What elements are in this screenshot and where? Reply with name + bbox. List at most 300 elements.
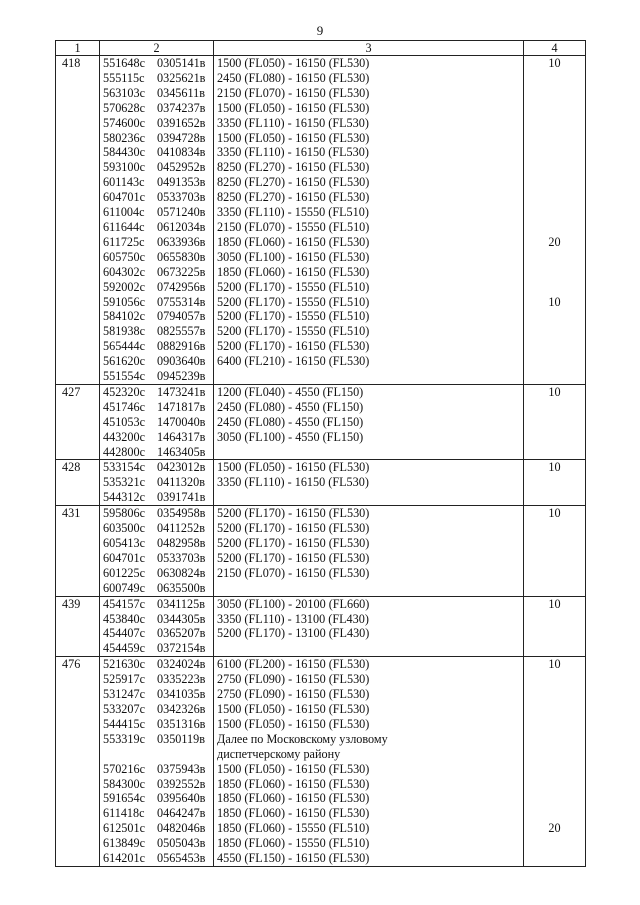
coordinates-cell [100, 354, 214, 369]
altitude-cell [214, 536, 524, 551]
value-cell [524, 626, 586, 641]
coordinates-cell [100, 116, 214, 131]
value-cell [524, 536, 586, 551]
coordinates-cell [100, 445, 214, 460]
altitude-text: Далее по Московскому узловому [217, 731, 388, 746]
altitude-cell [214, 265, 524, 280]
table-header [56, 41, 586, 56]
coordinates-cell [100, 851, 214, 866]
coordinates-cell [100, 806, 214, 821]
value-cell [524, 280, 586, 295]
table-row [56, 309, 586, 324]
table-row [56, 551, 586, 566]
altitude-cell [214, 430, 524, 445]
altitude-text: 1850 (FL060) - 15550 (FL510) [217, 821, 370, 836]
latitude-code: 611644с [103, 219, 145, 234]
altitude-cell [214, 717, 524, 732]
latitude-code: 561620с [103, 354, 145, 369]
coordinates-cell [100, 536, 214, 551]
longitude-code: 0903640в [157, 354, 206, 369]
section-number-cell: 439 [56, 596, 100, 611]
longitude-code: 1473241в [157, 384, 206, 399]
table-row [56, 190, 586, 205]
altitude-text: 5200 (FL170) - 15550 (FL510) [217, 324, 370, 339]
latitude-code: 454459с [103, 641, 145, 656]
latitude-code: 593100с [103, 160, 145, 175]
table-row [56, 777, 586, 792]
table-row [56, 672, 586, 687]
altitude-cell [214, 657, 524, 672]
coordinates-cell [100, 626, 214, 641]
longitude-code: 0452952в [157, 160, 206, 175]
altitude-text: 5200 (FL170) - 13100 (FL430) [217, 626, 370, 641]
longitude-code: 0533703в [157, 190, 206, 205]
altitude-text: 8250 (FL270) - 16150 (FL530) [217, 175, 370, 190]
table-row [56, 702, 586, 717]
table-body [56, 56, 586, 867]
altitude-cell [214, 641, 524, 656]
altitude-cell [214, 445, 524, 460]
latitude-code: 604302с [103, 264, 145, 279]
section-number-cell [56, 280, 100, 295]
coordinates-cell [100, 475, 214, 490]
altitude-text: 3350 (FL110) - 16150 (FL530) [217, 115, 369, 130]
value-cell [524, 205, 586, 220]
value-cell [524, 101, 586, 116]
altitude-text: 5200 (FL170) - 16150 (FL530) [217, 521, 370, 536]
altitude-text: 1500 (FL050) - 16150 (FL530) [217, 701, 370, 716]
altitude-cell [214, 836, 524, 851]
coordinates-cell [100, 101, 214, 116]
latitude-code: 605413с [103, 536, 145, 550]
altitude-cell [214, 596, 524, 611]
altitude-cell [214, 324, 524, 339]
coordinates-cell [100, 71, 214, 86]
airspace-table [55, 40, 586, 867]
section-number-cell [56, 851, 100, 866]
section-number-cell: 476 [56, 657, 100, 672]
value-cell [524, 369, 586, 384]
section-number-cell [56, 400, 100, 415]
column-header: 4 [524, 41, 586, 56]
longitude-code: 0423012в [157, 460, 206, 475]
longitude-code: 0391652в [157, 115, 206, 130]
coordinates-cell [100, 762, 214, 777]
altitude-text: 2450 (FL080) - 4550 (FL150) [217, 414, 364, 429]
value-cell [524, 116, 586, 131]
longitude-code: 0505043в [157, 836, 206, 851]
section-number-cell [56, 762, 100, 777]
altitude-text: 5200 (FL170) - 15550 (FL510) [217, 279, 370, 294]
section-number-cell [56, 190, 100, 205]
section-number-cell [56, 131, 100, 146]
latitude-code: 613849с [103, 836, 145, 851]
latitude-code: 601225с [103, 565, 145, 580]
section-number-cell [56, 265, 100, 280]
table-row [56, 612, 586, 627]
table-row [56, 732, 586, 762]
latitude-code: 603500с [103, 521, 145, 536]
table-row [56, 324, 586, 339]
table-row [56, 687, 586, 702]
coordinates-cell [100, 596, 214, 611]
longitude-code: 0392552в [157, 776, 206, 791]
altitude-text: 1850 (FL060) - 15550 (FL510) [217, 836, 370, 851]
coordinates-cell [100, 791, 214, 806]
section-number-cell [56, 324, 100, 339]
longitude-code: 0882916в [157, 339, 206, 354]
latitude-code: 442800с [103, 444, 145, 459]
value-cell [524, 309, 586, 324]
value-cell [524, 687, 586, 702]
value-cell [524, 717, 586, 732]
value-cell: 10 [524, 295, 586, 310]
coordinates-cell [100, 160, 214, 175]
coordinates-cell [100, 687, 214, 702]
section-number-cell [56, 101, 100, 116]
longitude-code: 0374237в [157, 100, 206, 115]
section-number-cell: 427 [56, 384, 100, 399]
table-row [56, 295, 586, 310]
latitude-code: 592002с [103, 279, 145, 294]
latitude-code: 553319с [103, 731, 145, 746]
table-row [56, 116, 586, 131]
coordinates-cell [100, 836, 214, 851]
altitude-text: 1850 (FL060) - 16150 (FL530) [217, 776, 370, 791]
coordinates-cell [100, 612, 214, 627]
latitude-code: 581938с [103, 324, 145, 339]
longitude-code: 0335223в [157, 672, 206, 687]
latitude-code: 580236с [103, 130, 145, 145]
section-number-cell [56, 175, 100, 190]
coordinates-cell [100, 145, 214, 160]
table-row [56, 220, 586, 235]
section-number-cell [56, 777, 100, 792]
altitude-cell [214, 71, 524, 86]
altitude-cell [214, 821, 524, 836]
longitude-code: 0395640в [157, 791, 206, 806]
coordinates-cell [100, 384, 214, 399]
altitude-text: 3050 (FL100) - 20100 (FL660) [217, 596, 370, 611]
value-cell [524, 612, 586, 627]
table-row [56, 175, 586, 190]
coordinates-cell [100, 566, 214, 581]
altitude-text: 1850 (FL060) - 16150 (FL530) [217, 791, 370, 806]
latitude-code: 452320с [103, 384, 145, 399]
altitude-cell [214, 295, 524, 310]
altitude-text: 5200 (FL170) - 16150 (FL530) [217, 506, 370, 521]
latitude-code: 574600с [103, 115, 145, 130]
table-row [56, 445, 586, 460]
value-cell [524, 415, 586, 430]
longitude-code: 0411320в [157, 475, 205, 490]
coordinates-cell [100, 521, 214, 536]
latitude-code: 531247с [103, 687, 145, 702]
longitude-code: 0324024в [157, 657, 206, 672]
table-row [56, 506, 586, 521]
section-number-cell [56, 475, 100, 490]
longitude-code: 0351316в [157, 716, 206, 731]
section-number-cell [56, 717, 100, 732]
altitude-cell [214, 160, 524, 175]
altitude-text: 3050 (FL100) - 16150 (FL530) [217, 249, 370, 264]
longitude-code: 0354958в [157, 506, 206, 521]
latitude-code: 612501с [103, 821, 145, 836]
header-row [56, 41, 586, 56]
value-cell [524, 175, 586, 190]
altitude-cell [214, 56, 524, 71]
value-cell [524, 836, 586, 851]
section-number-cell [56, 160, 100, 175]
altitude-text: 1850 (FL060) - 16150 (FL530) [217, 234, 370, 249]
longitude-code: 0635500в [157, 580, 206, 595]
section-number-cell [56, 732, 100, 762]
table-row [56, 339, 586, 354]
section-number-cell [56, 116, 100, 131]
value-cell [524, 400, 586, 415]
altitude-cell [214, 806, 524, 821]
section-number-cell [56, 791, 100, 806]
coordinates-cell [100, 777, 214, 792]
value-cell [524, 71, 586, 86]
table-row [56, 536, 586, 551]
value-cell [524, 475, 586, 490]
table-row [56, 717, 586, 732]
coordinates-cell [100, 205, 214, 220]
value-cell [524, 566, 586, 581]
value-cell [524, 339, 586, 354]
latitude-code: 591654с [103, 791, 145, 806]
coordinates-cell [100, 280, 214, 295]
table-row [56, 596, 586, 611]
altitude-text: 5200 (FL170) - 15550 (FL510) [217, 309, 370, 324]
section-number-cell [56, 836, 100, 851]
coordinates-cell [100, 309, 214, 324]
value-cell [524, 131, 586, 146]
section-number-cell [56, 415, 100, 430]
table-row [56, 235, 586, 250]
table-row [56, 250, 586, 265]
longitude-code: 0372154в [157, 641, 206, 656]
value-cell [524, 160, 586, 175]
latitude-code: 584300с [103, 776, 145, 791]
longitude-code: 0491353в [157, 175, 206, 190]
altitude-text: 2750 (FL090) - 16150 (FL530) [217, 672, 370, 687]
altitude-cell [214, 762, 524, 777]
latitude-code: 551648с [103, 56, 145, 70]
section-number-cell [56, 430, 100, 445]
section-number-cell [56, 354, 100, 369]
section-number-cell [56, 821, 100, 836]
value-cell [524, 86, 586, 101]
coordinates-cell [100, 415, 214, 430]
table-row [56, 836, 586, 851]
table-row [56, 851, 586, 866]
latitude-code: 544415с [103, 716, 145, 731]
coordinates-cell [100, 220, 214, 235]
altitude-cell [214, 384, 524, 399]
longitude-code: 1464317в [157, 429, 206, 444]
table-row [56, 641, 586, 656]
table-row [56, 354, 586, 369]
altitude-text: 3350 (FL110) - 16150 (FL530) [217, 475, 369, 490]
value-cell [524, 702, 586, 717]
value-cell: 10 [524, 460, 586, 475]
table-row [56, 762, 586, 777]
table-row [56, 71, 586, 86]
value-cell [524, 145, 586, 160]
altitude-cell [214, 145, 524, 160]
altitude-text: 5200 (FL170) - 16150 (FL530) [217, 339, 370, 354]
value-cell [524, 521, 586, 536]
altitude-cell [214, 220, 524, 235]
section-number-cell [56, 295, 100, 310]
coordinates-cell [100, 702, 214, 717]
altitude-text: 2450 (FL080) - 16150 (FL530) [217, 70, 370, 85]
coordinates-cell [100, 190, 214, 205]
latitude-code: 551554с [103, 369, 145, 384]
table-row [56, 566, 586, 581]
table-row [56, 521, 586, 536]
longitude-code: 0394728в [157, 130, 206, 145]
altitude-text: 1500 (FL050) - 16150 (FL530) [217, 56, 370, 70]
altitude-cell [214, 116, 524, 131]
coordinates-cell [100, 295, 214, 310]
coordinates-cell [100, 821, 214, 836]
altitude-cell [214, 190, 524, 205]
coordinates-cell [100, 265, 214, 280]
longitude-code: 0305141в [157, 56, 206, 70]
coordinates-cell [100, 369, 214, 384]
altitude-cell [214, 309, 524, 324]
coordinates-cell [100, 672, 214, 687]
altitude-text: 2450 (FL080) - 4550 (FL150) [217, 399, 364, 414]
coordinates-cell [100, 657, 214, 672]
latitude-code: 604701с [103, 190, 145, 205]
latitude-code: 611004с [103, 205, 145, 220]
coordinates-cell [100, 86, 214, 101]
value-cell [524, 445, 586, 460]
altitude-cell [214, 851, 524, 866]
section-number-cell [56, 702, 100, 717]
latitude-code: 525917с [103, 672, 145, 687]
table-row [56, 86, 586, 101]
table-row [56, 160, 586, 175]
latitude-code: 604701с [103, 550, 145, 565]
altitude-text: 1500 (FL050) - 16150 (FL530) [217, 130, 370, 145]
longitude-code: 0342326в [157, 701, 206, 716]
latitude-code: 533207с [103, 701, 145, 716]
section-number-cell [56, 626, 100, 641]
longitude-code: 0825557в [157, 324, 206, 339]
section-number-cell [56, 581, 100, 596]
altitude-text: 1850 (FL060) - 16150 (FL530) [217, 264, 370, 279]
altitude-text: 1500 (FL050) - 16150 (FL530) [217, 460, 370, 475]
section-number-cell [56, 806, 100, 821]
latitude-code: 555115с [103, 70, 145, 85]
altitude-text: 3350 (FL110) - 16150 (FL530) [217, 145, 369, 160]
altitude-cell [214, 551, 524, 566]
coordinates-cell [100, 430, 214, 445]
altitude-cell [214, 175, 524, 190]
altitude-text: 8250 (FL270) - 16150 (FL530) [217, 190, 370, 205]
value-cell: 10 [524, 384, 586, 399]
value-cell [524, 672, 586, 687]
table-row [56, 657, 586, 672]
table-row [56, 626, 586, 641]
altitude-text: 8250 (FL270) - 16150 (FL530) [217, 160, 370, 175]
longitude-code: 0482046в [157, 821, 206, 836]
altitude-text: 3350 (FL110) - 13100 (FL430) [217, 611, 369, 626]
coordinates-cell [100, 56, 214, 71]
table-row [56, 145, 586, 160]
latitude-code: 595806с [103, 506, 145, 521]
table-row [56, 475, 586, 490]
longitude-code: 0673225в [157, 264, 206, 279]
value-cell: 20 [524, 821, 586, 836]
altitude-cell [214, 506, 524, 521]
section-number-cell [56, 641, 100, 656]
longitude-code: 0612034в [157, 219, 206, 234]
altitude-cell [214, 354, 524, 369]
latitude-code: 443200с [103, 429, 145, 444]
table-row [56, 56, 586, 71]
longitude-code: 0945239в [157, 369, 206, 384]
altitude-text: 5200 (FL170) - 16150 (FL530) [217, 550, 370, 565]
table-row [56, 415, 586, 430]
latitude-code: 611418с [103, 806, 145, 821]
section-number-cell: 428 [56, 460, 100, 475]
table-row [56, 791, 586, 806]
longitude-code: 0633936в [157, 234, 206, 249]
coordinates-cell [100, 581, 214, 596]
value-cell [524, 490, 586, 505]
section-number-cell [56, 445, 100, 460]
table-row [56, 384, 586, 399]
table-row [56, 101, 586, 116]
value-cell: 10 [524, 56, 586, 71]
value-cell [524, 551, 586, 566]
latitude-code: 605750с [103, 249, 145, 264]
page-number: 9 [316, 23, 324, 38]
section-number-cell [56, 250, 100, 265]
longitude-code: 0411252в [157, 521, 205, 536]
latitude-code: 614201с [103, 851, 145, 866]
longitude-code: 0375943в [157, 761, 206, 776]
altitude-cell [214, 415, 524, 430]
section-number-cell [56, 687, 100, 702]
longitude-code: 0755314в [157, 294, 206, 309]
longitude-code: 0350119в [157, 731, 205, 746]
altitude-cell [214, 777, 524, 792]
latitude-code: 584102с [103, 309, 145, 324]
latitude-code: 454157с [103, 596, 145, 611]
table-row [56, 806, 586, 821]
table-row [56, 430, 586, 445]
value-cell [524, 324, 586, 339]
longitude-code: 0630824в [157, 565, 206, 580]
coordinates-cell [100, 732, 214, 762]
section-number-cell [56, 309, 100, 324]
section-number-cell [56, 71, 100, 86]
value-cell [524, 851, 586, 866]
section-number-cell [56, 369, 100, 384]
column-header: 2 [100, 41, 214, 56]
longitude-code: 0345611в [157, 85, 205, 100]
altitude-cell [214, 732, 524, 762]
coordinates-cell [100, 250, 214, 265]
coordinates-cell [100, 175, 214, 190]
